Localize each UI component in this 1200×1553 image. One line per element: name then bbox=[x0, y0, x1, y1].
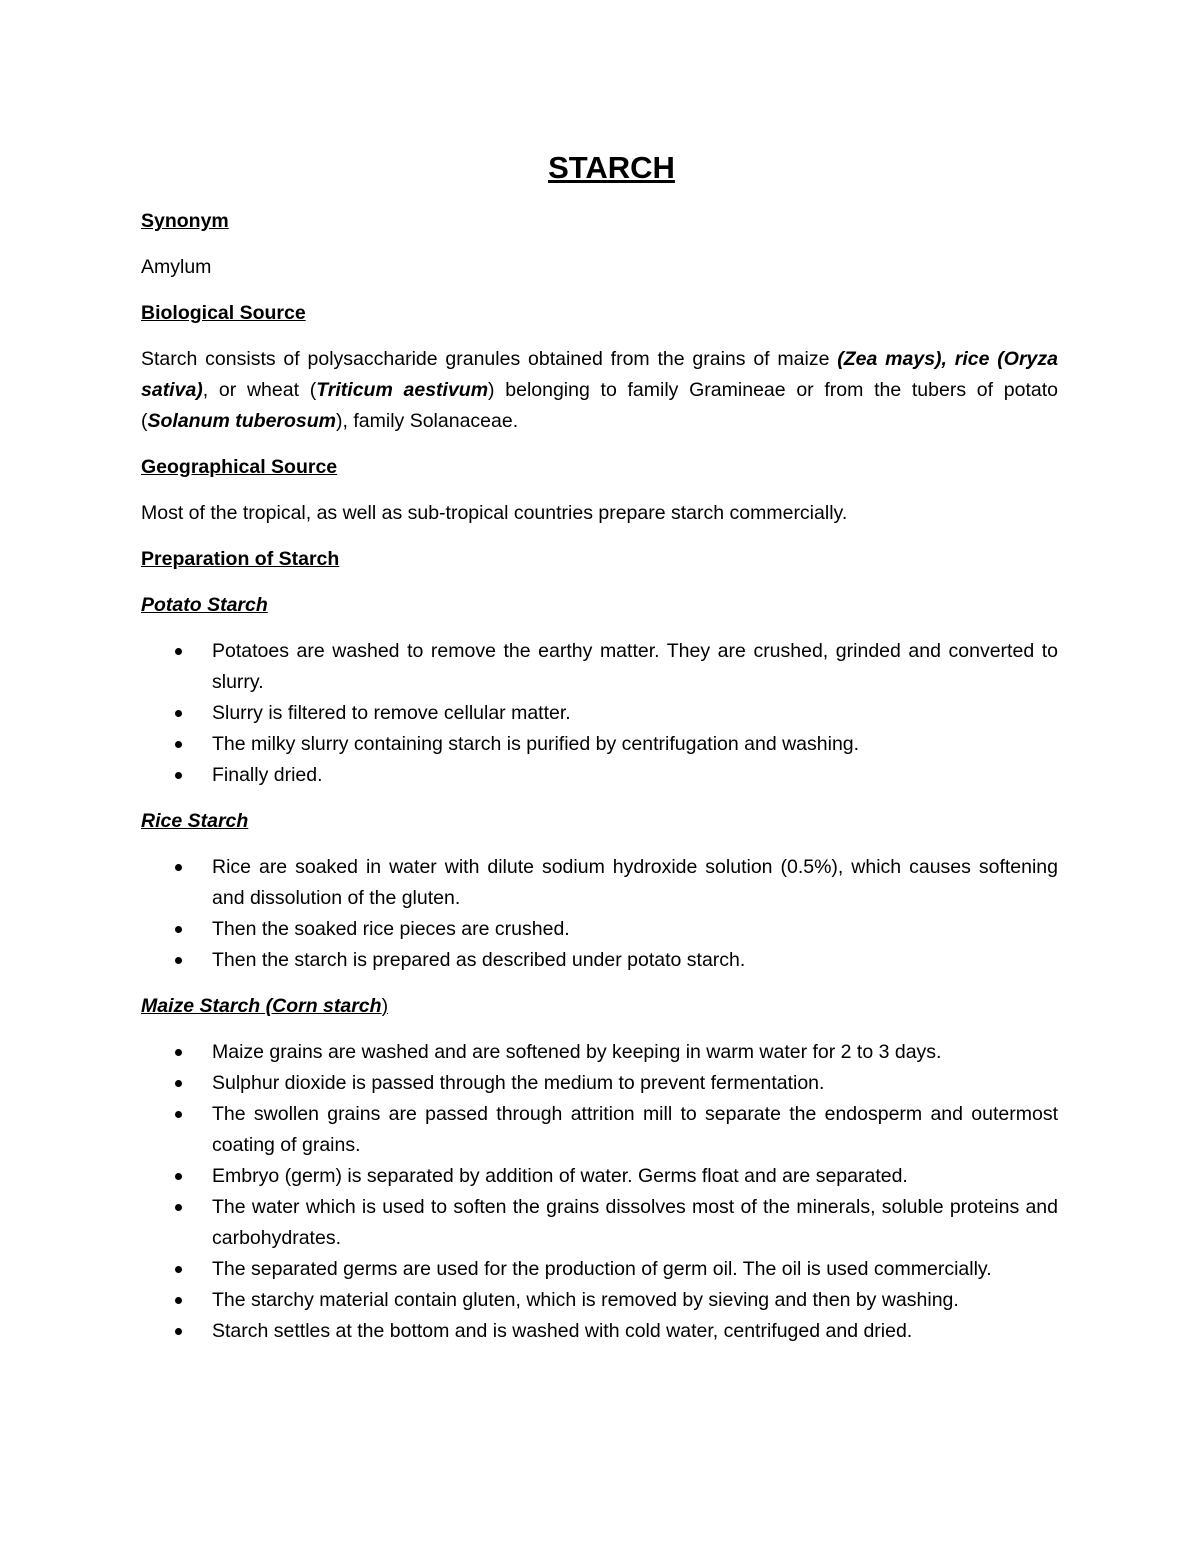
list-item bbox=[141, 1037, 1058, 1068]
bullet-icon bbox=[175, 926, 182, 933]
bullet-icon bbox=[175, 864, 182, 871]
bullet-icon bbox=[175, 1266, 182, 1273]
bullet-icon bbox=[175, 1080, 182, 1087]
page-title: STARCH bbox=[548, 150, 675, 185]
list-item-text: Finally dried. bbox=[212, 764, 323, 786]
list-item-text: Sulphur dioxide is passed through the medium to prevent fermentation. bbox=[212, 1072, 825, 1094]
bullet-icon bbox=[175, 1173, 182, 1180]
geographical-source-text: Most of the tropical, as well as sub-tropical countries prepare starch commercially. bbox=[141, 502, 848, 524]
bullet-icon bbox=[175, 1049, 182, 1056]
synonym-heading: Synonym bbox=[141, 210, 229, 232]
geographical-source-heading: Geographical Source bbox=[141, 456, 338, 478]
list-item-text: Maize grains are washed and are softened by keeping in warm water for 2 to 3 days. bbox=[212, 1041, 942, 1063]
bullet-icon bbox=[175, 957, 182, 964]
preparation-heading: Preparation of Starch bbox=[141, 548, 340, 570]
document-body bbox=[141, 140, 1058, 1362]
list-item bbox=[141, 852, 1058, 914]
bio-species-potato: Solanum tuberosum bbox=[147, 410, 337, 432]
potato-starch-list bbox=[141, 636, 1058, 791]
synonym-text: Amylum bbox=[141, 256, 212, 278]
list-item-text: Then the soaked rice pieces are crushed. bbox=[212, 918, 570, 940]
bio-species-maize-rice: (Zea mays), rice (Oryza sativa) bbox=[141, 348, 1058, 401]
bullet-icon bbox=[175, 1297, 182, 1304]
bio-text-2: , or wheat ( bbox=[202, 379, 317, 401]
potato-starch-heading: Potato Starch bbox=[141, 594, 268, 616]
list-item bbox=[141, 1254, 1058, 1285]
list-item bbox=[141, 698, 1058, 729]
list-item bbox=[141, 636, 1058, 698]
list-item bbox=[141, 1068, 1058, 1099]
bio-species-wheat: Triticum aestivum bbox=[316, 379, 489, 401]
list-item bbox=[141, 729, 1058, 760]
list-item bbox=[141, 1161, 1058, 1192]
list-item-text: Potatoes are washed to remove the earthy matter. They are crushed, grinded and converted to slurry. bbox=[212, 640, 1058, 693]
bio-text-1: Starch consists of polysaccharide granules obtained from the grains of maize bbox=[141, 348, 838, 370]
bullet-icon bbox=[175, 1204, 182, 1211]
maize-starch-heading bbox=[141, 991, 1058, 1022]
list-item bbox=[141, 1099, 1058, 1161]
list-item-text: The separated germs are used for the production of germ oil. The oil is used commercially. bbox=[212, 1258, 992, 1280]
maize-starch-heading-text: Maize Starch (Corn starch bbox=[141, 995, 382, 1017]
bio-text-4: ), family Solanaceae. bbox=[336, 410, 519, 432]
list-item-text: The milky slurry containing starch is purified by centrifugation and washing. bbox=[212, 733, 860, 755]
bullet-icon bbox=[175, 648, 182, 655]
bullet-icon bbox=[175, 1111, 182, 1118]
list-item-text: Starch settles at the bottom and is washed with cold water, centrifuged and dried. bbox=[212, 1320, 913, 1342]
list-item bbox=[141, 1192, 1058, 1254]
list-item-text: Slurry is filtered to remove cellular matter. bbox=[212, 702, 571, 724]
list-item bbox=[141, 1285, 1058, 1316]
rice-starch-heading: Rice Starch bbox=[141, 810, 249, 832]
biological-source-heading: Biological Source bbox=[141, 302, 306, 324]
bullet-icon bbox=[175, 710, 182, 717]
list-item bbox=[141, 914, 1058, 945]
list-item bbox=[141, 945, 1058, 976]
rice-starch-list bbox=[141, 852, 1058, 976]
list-item-text: The starchy material contain gluten, which is removed by sieving and then by washing. bbox=[212, 1289, 959, 1311]
list-item-text: Rice are soaked in water with dilute sodium hydroxide solution (0.5%), which causes softening and dissolution of the gluten. bbox=[212, 856, 1058, 909]
list-item-text: Embryo (germ) is separated by addition of water. Germs float and are separated. bbox=[212, 1165, 908, 1187]
list-item-text: The water which is used to soften the grains dissolves most of the minerals, soluble proteins and carbohydrates. bbox=[212, 1196, 1058, 1249]
bio-text-3: ) belonging to family Gramineae or from the tubers of potato ( bbox=[141, 379, 1058, 432]
maize-starch-list bbox=[141, 1037, 1058, 1347]
list-item-text: The swollen grains are passed through attrition mill to separate the endosperm and outermost coating of grains. bbox=[212, 1103, 1058, 1156]
bullet-icon bbox=[175, 1328, 182, 1335]
list-item bbox=[141, 760, 1058, 791]
maize-starch-heading-suffix: ) bbox=[381, 995, 389, 1017]
list-item bbox=[141, 1316, 1058, 1347]
biological-source-text bbox=[141, 344, 1058, 437]
bullet-icon bbox=[175, 741, 182, 748]
list-item-text: Then the starch is prepared as described under potato starch. bbox=[212, 949, 746, 971]
bullet-icon bbox=[175, 772, 182, 779]
